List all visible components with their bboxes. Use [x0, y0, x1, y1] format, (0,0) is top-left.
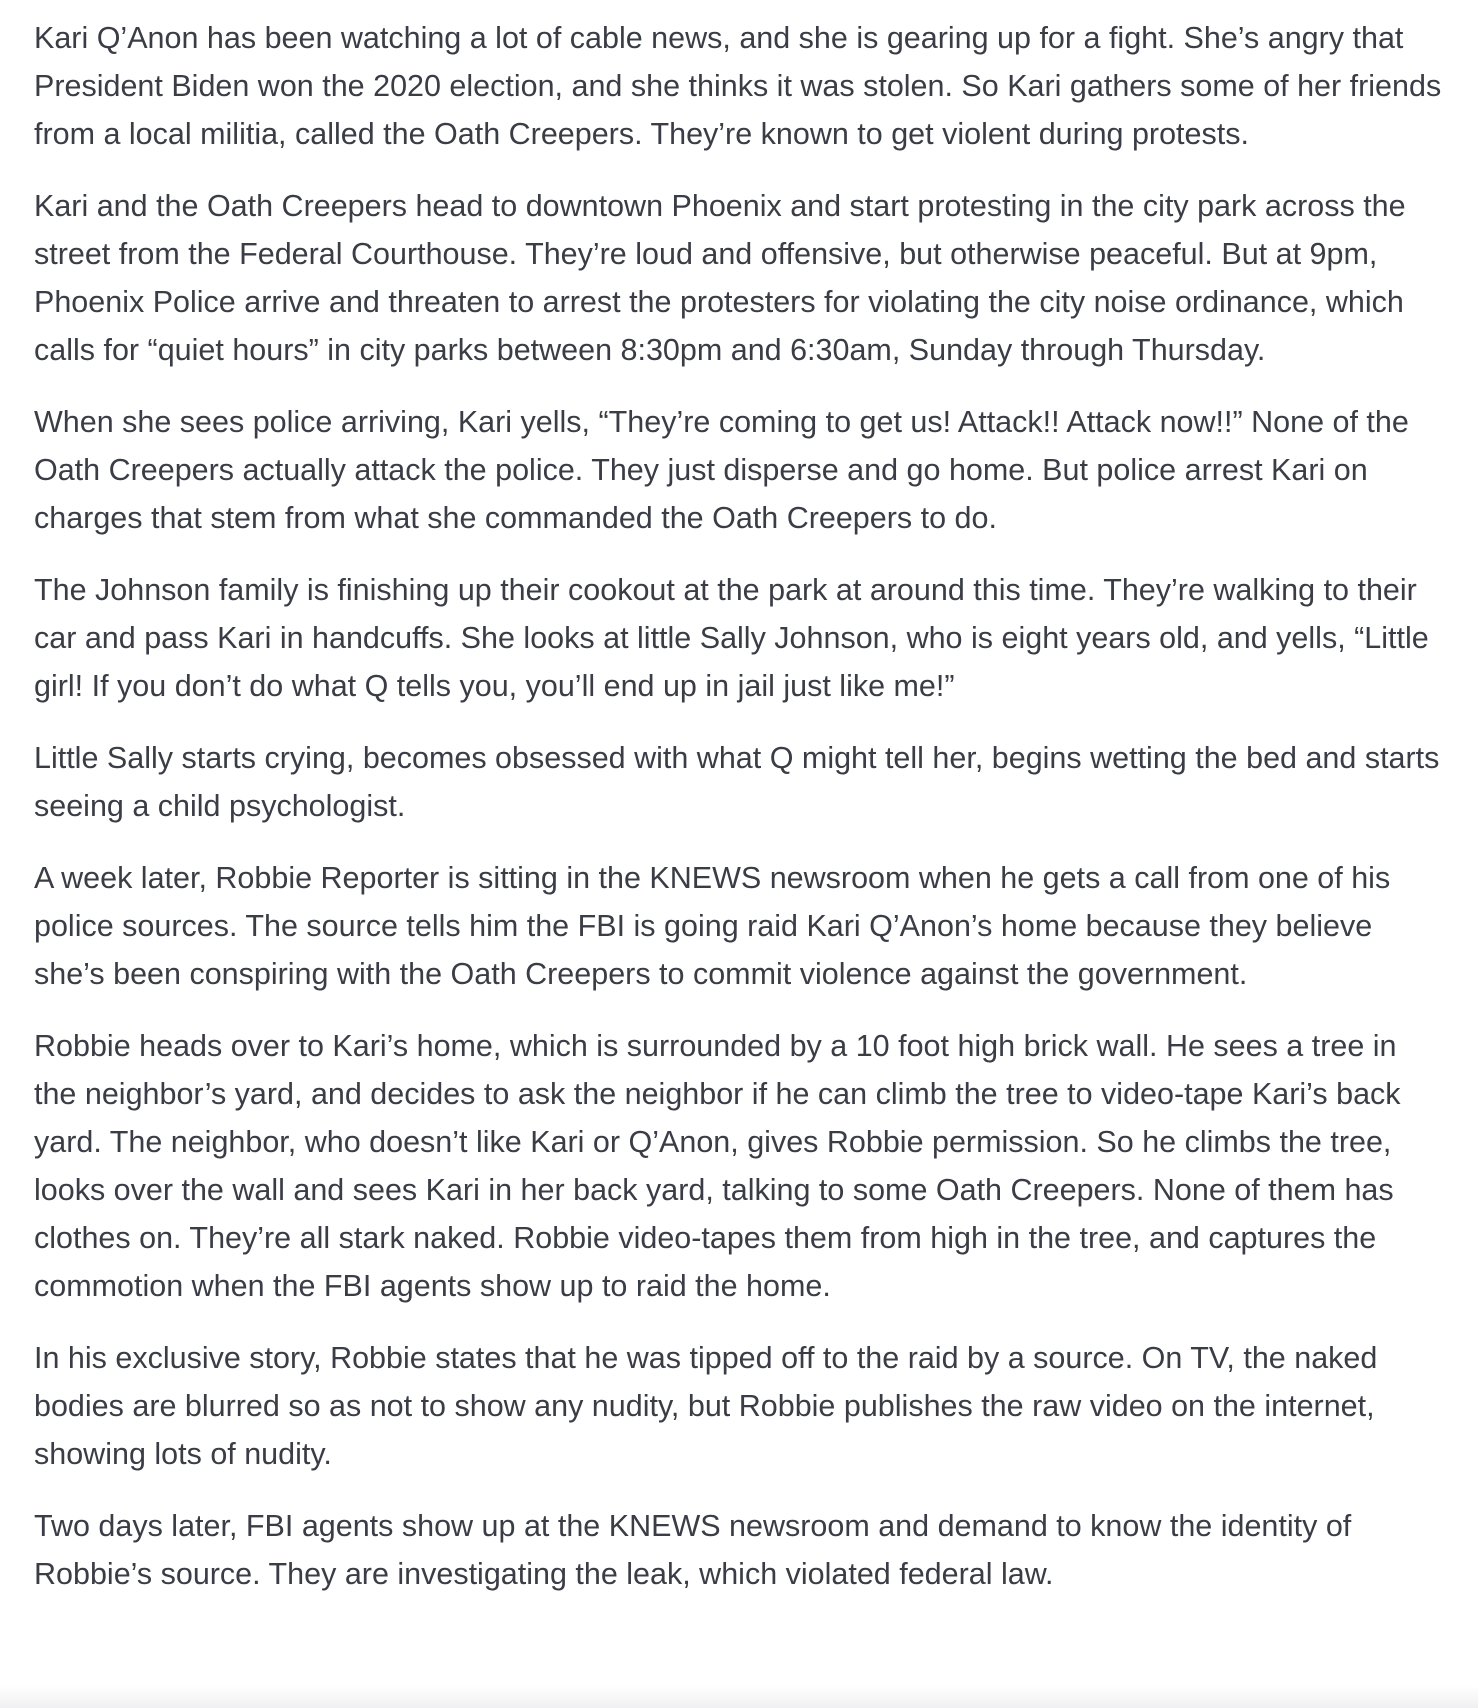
paragraph-phoenix-protest: Kari and the Oath Creepers head to downtown Phoenix and start protesting in the city park across the street from the Federal Courthouse. They’re loud and offensive, but otherwise peaceful. But at 9pm, Phoenix Police arrive and threaten to arrest the protesters for violating the city noise ordinance, which calls for “quiet hours” in city parks between 8:30pm and 6:30am, Sunday through Thursday. — [34, 189, 1406, 367]
paragraph-exclusive-story: In his exclusive story, Robbie states that he was tipped off to the raid by a source. On TV, the naked bodies are blurred so as not to show any nudity, but Robbie publishes the raw video on the internet, showing lots of nudity. — [34, 1341, 1378, 1471]
paragraph-sally-aftermath: Little Sally starts crying, becomes obsessed with what Q might tell her, begins wetting the bed and starts seeing a child psychologist. — [34, 741, 1440, 823]
paragraph-attack-command: When she sees police arriving, Kari yells, “They’re coming to get us! Attack!! Attack now!!” None of the Oath Creepers actually attack the police. They just disperse and go home. But police arrest Kari on charges that stem from what she commanded the Oath Creepers to do. — [34, 405, 1409, 535]
paragraph-fbi-newsroom: Two days later, FBI agents show up at the KNEWS newsroom and demand to know the identity of Robbie’s source. They are investigating the leak, which violated federal law. — [34, 1509, 1352, 1591]
paragraph-tree-videotape: Robbie heads over to Kari’s home, which is surrounded by a 10 foot high brick wall. He sees a tree in the neighbor’s yard, and decides to ask the neighbor if he can climb the tree to video-tape Kari’s back yard. The neighbor, who doesn’t like Kari or Q’Anon, gives Robbie permission. So he climbs the tree, looks over the wall and sees Kari in her back yard, talking to some Oath Creepers. None of them has clothes on. They’re all stark naked. Robbie video-tapes them from high in the tree, and captures the commotion when the FBI agents show up to raid the home. — [34, 1029, 1401, 1303]
paragraph-johnson-family: The Johnson family is finishing up their cookout at the park at around this time. They’re walking to their car and pass Kari in handcuffs. She looks at little Sally Johnson, who is eight years old, and yells, “Little girl! If you don’t do what Q tells you, you’ll end up in jail just like me!” — [34, 573, 1429, 703]
paragraph-kari-intro: Kari Q’Anon has been watching a lot of cable news, and she is gearing up for a fight. She’s angry that President Biden won the 2020 election, and she thinks it was stolen. So Kari gathers some of her friends from a local militia, called the Oath Creepers. They’re known to get violent during protests. — [34, 21, 1442, 151]
paragraph-robbie-tip: A week later, Robbie Reporter is sitting in the KNEWS newsroom when he gets a call from one of his police sources. The source tells him the FBI is going raid Kari Q’Anon’s home because they believe she’s been conspiring with the Oath Creepers to commit violence against the government. — [34, 861, 1391, 991]
article-body — [34, 14, 1446, 1622]
bottom-fade — [0, 1686, 1478, 1708]
